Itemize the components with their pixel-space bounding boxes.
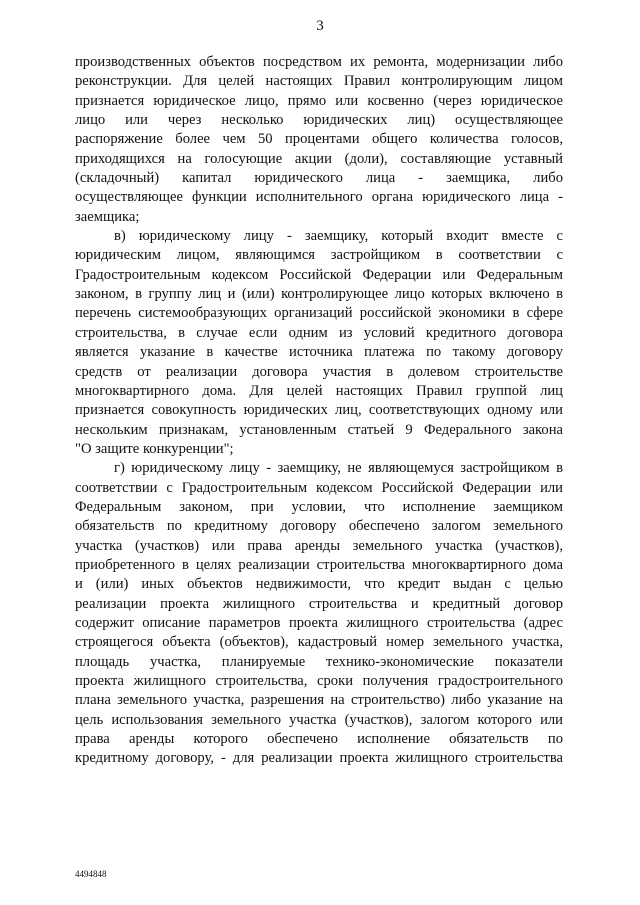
text-line: приходящихся на голосующие акции (доли), составляющие уставный xyxy=(75,150,563,167)
text-line: участка (участков) или права аренды земельного участка (участков), xyxy=(75,537,563,554)
text-line: строящегося объекта (объектов), кадастровый номер земельного участка, xyxy=(75,634,563,651)
text-line: Градостроительным кодексом Российской Федерации или Федеральным xyxy=(75,266,563,283)
text-line: лицо или через несколько юридических лиц) осуществляющее xyxy=(75,112,563,129)
text-line: соответствии с Градостроительным кодексом Российской Федерации или xyxy=(75,479,563,496)
text-line: заемщика; xyxy=(75,208,140,225)
text-line: средств от реализации договора участия в долевом строительстве xyxy=(75,363,563,380)
text-line: в) юридическому лицу - заемщику, который входит вместе с xyxy=(114,228,563,245)
text-line: нескольким признакам, установленным статьей 9 Федерального закона xyxy=(75,421,563,438)
text-line: юридическим лицом, являющимся застройщиком в соответствии с xyxy=(75,247,563,264)
text-line: признается юридическое лицо, прямо или косвенно (через юридическое xyxy=(75,92,563,109)
text-line: содержит описание параметров проекта жилищного строительства (адрес xyxy=(75,614,563,631)
text-line: цель использования земельного участка (участков), залогом которого или xyxy=(75,711,563,728)
text-line: права аренды которого обеспечено исполнение обязательств по xyxy=(75,731,563,748)
page-number: 3 xyxy=(316,18,324,34)
text-line: (складочный) капитал юридического лица - заемщика, либо xyxy=(75,170,563,187)
text-line: законом, в группу лиц и (или) контролирующее лицо которых включено в xyxy=(75,286,563,303)
text-line: г) юридическому лицу - заемщику, не являющемуся застройщиком в xyxy=(114,460,563,477)
text-line: площадь участка, планируемые технико-экономические показатели xyxy=(75,653,563,670)
text-line: проекта жилищного строительства, сроки получения градостроительного xyxy=(75,673,563,689)
document-code: 4494848 xyxy=(75,869,107,879)
text-line: реализации проекта жилищного строительства и кредитный договор xyxy=(75,595,563,612)
text-line: производственных объектов посредством их ремонта, модернизации либо xyxy=(75,54,563,70)
text-line: является указание в качестве источника платежа по такому договору xyxy=(75,344,563,361)
text-line: осуществляющее функции исполнительного органа юридического лица - xyxy=(75,189,563,206)
text-line: признается совокупность юридических лиц, соответствующих одному или xyxy=(75,402,563,419)
text-line: кредитному договору, - для реализации проекта жилищного строительства xyxy=(75,750,563,767)
text-line: "О защите конкуренции"; xyxy=(75,440,234,457)
text-line: строительства, в случае если одним из условий кредитного договора xyxy=(75,324,563,341)
text-line: многоквартирного дома. Для целей настоящих Правил группой лиц xyxy=(75,382,563,399)
body-text xyxy=(75,53,563,769)
text-line: перечень системообразующих организаций российской экономики в сфере xyxy=(75,305,563,322)
text-line: реконструкции. Для целей настоящих Правил контролирующим лицом xyxy=(75,73,563,90)
text-line: распоряжение более чем 50 процентами общего количества голосов, xyxy=(75,131,563,148)
text-line: плана земельного участка, разрешения на строительство) либо указание на xyxy=(75,692,563,709)
text-line: приобретенного в целях реализации строительства многоквартирного дома xyxy=(75,556,563,573)
text-line: обязательств по кредитному договору обеспечено залогом земельного xyxy=(75,518,563,535)
text-line: и (или) иных объектов недвижимости, что кредит выдан с целью xyxy=(75,576,563,593)
text-line: Федеральным законом, при условии, что исполнение заемщиком xyxy=(75,498,563,515)
